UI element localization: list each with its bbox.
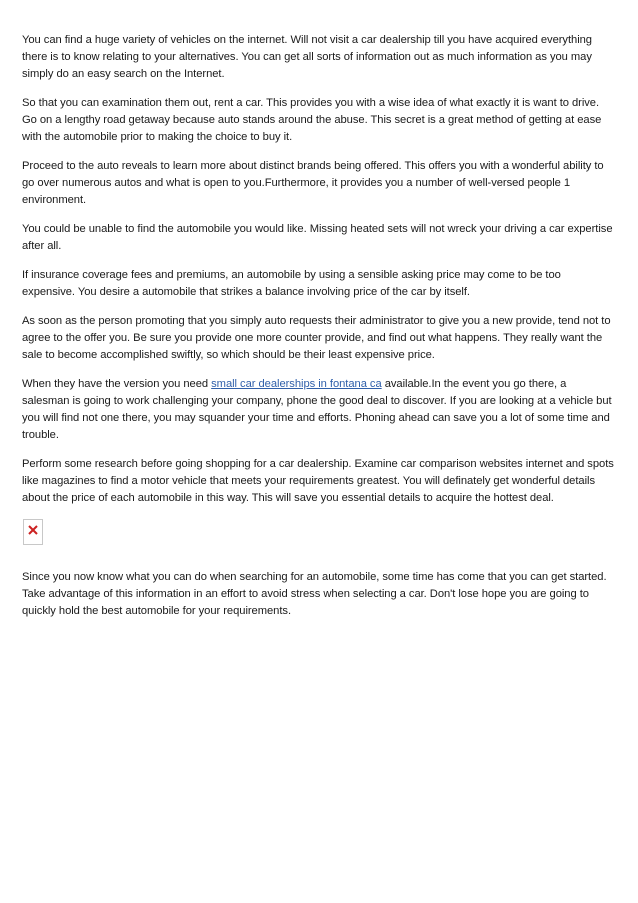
paragraph-with-link [22,376,616,444]
paragraph-2: So that you can examination them out, rent a car. This provides you with a wise idea of what exactly it is want to drive. Go on a lengthy road getaway because auto stands around the abuse. This secret is a great method of getting at ease with the automobile prior to making the choice to buy it. [22,97,602,143]
paragraph-4: You could be unable to find the automobile you would like. Missing heated sets will not wreck your driving a car expertise after all. [22,223,613,252]
paragraph-8: Perform some research before going shopping for a car dealership. Examine car comparison websites internet and spots like magazines to find a motor vehicle that meets your requirements greatest. You will definately get wonderful details about the price of each automobile in this way. This will save you essential details to acquire the hottest deal. [22,458,614,504]
paragraph-1: You can find a huge variety of vehicles on the internet. Will not visit a car dealership till you have acquired everything there is to know relating to your alternatives. You can get all sorts of information out as much information as you may simply do an easy search on the Internet. [22,34,592,80]
closing-paragraph: Since you now know what you can do when searching for an automobile, some time has come that you can get started. Take advantage of this information in an effort to avoid stress when selecting a car. Don't lose hope you are going to quickly hold the best automobile for your requirements. [22,571,607,617]
paragraph-6: As soon as the person promoting that you simply auto requests their administrator to give you a new provide, tend not to agree to the offer you. Be sure you provide one more counter provide, and find out what happens. They really want the sale to become accomplished swiftly, so which should be their least expensive price. [22,315,611,361]
red-x-icon [27,524,39,536]
dealership-link[interactable]: small car dealerships in fontana ca [211,378,382,390]
broken-image-icon [23,519,43,545]
link-paragraph-after: available.In the event you go there, a salesman is going to work challenging your company, phone the good deal to discover. If you are looking at a vehicle but you will find not one there, you may squander your time and efforts. Phoning ahead can save you a lot of some time and trouble. [22,378,612,441]
link-paragraph-before: When they have the version you need [22,378,212,390]
paragraph-3: Proceed to the auto reveals to learn more about distinct brands being offered. This offers you with a wonderful ability to go over numerous autos and what is open to you.Furthermore, it provides you a number of well-versed people 1 environment. [22,160,604,206]
paragraph-5: If insurance coverage fees and premiums, an automobile by using a sensible asking price may come to be too expensive. You desire a automobile that strikes a balance involving price of the car by itself. [22,269,561,298]
